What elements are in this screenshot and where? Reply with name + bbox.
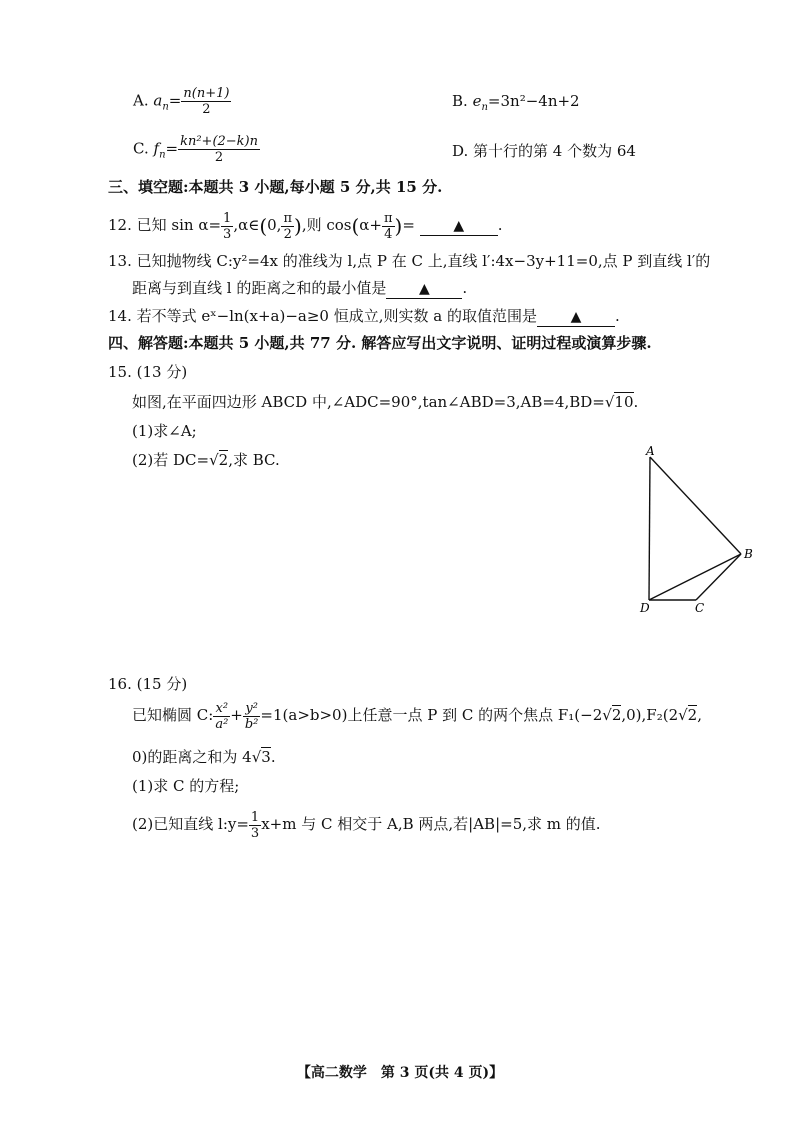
q15-stem-end: . [633,393,639,411]
q15-part2-radicand: 2 [218,451,229,469]
question-13-line2 [132,277,467,299]
q16-stem-text-2: =1(a>b>0)上任意一点 P 到 C 的两个焦点 F₁(−2 [260,706,603,724]
q13-end: . [462,279,468,297]
q16-part2-text-2: x+m 与 C 相交于 A,B 两点,若|AB|=5,求 m 的值. [261,815,601,833]
option-c-eq: = [165,139,179,158]
q12-frac-1-den: 3 [223,226,232,242]
option-c-sub: n [159,149,166,161]
option-b-rhs: =3n²−4n+2 [487,92,580,110]
q12-paren-open: ( [259,214,268,238]
q16-stem-line2: 0)的距离之和为 4√3. [132,748,276,766]
q16-radicand-1: 2 [611,706,622,724]
q16-part2-frac-num: 1 [250,809,260,825]
q16-plus: + [230,706,243,724]
label-b: B [744,547,753,561]
q12-text-4: ,则 cos [301,216,352,234]
page-footer: 【高二数学 第 3 页(共 4 页)】 [296,1065,504,1081]
question-13-line1: 13. 已知抛物线 C:y²=4x 的准线为 l,点 P 在 C 上,直线 l′:4x−3y+11=0,点 P 到直线 l′的 [108,252,711,270]
q12-paren2-open: ( [351,214,360,238]
quadrilateral-figure [630,440,770,620]
q15-stem-text: 如图,在平面四边形 ABCD 中,∠ADC=90°,tan∠ABD=3,AB=4,BD= [132,393,605,411]
q14-text: 14. 若不等式 eˣ−ln(x+a)−a≥0 恒成立,则实数 a 的取值范围是 [108,307,537,325]
q16-header: 16. (15 分) [108,675,188,693]
edge-ab [650,457,741,554]
option-d: D. 第十行的第 4 个数为 64 [452,142,636,160]
q16-part2 [132,807,601,841]
q16-frac-x-den: a² [215,716,229,732]
q16-line2-text: 0)的距离之和为 4 [132,748,252,766]
edge-bc [696,554,741,600]
q16-part2-text-1: (2)已知直线 l:y= [132,815,249,833]
edge-bd [649,554,741,600]
q16-frac-y [243,701,261,732]
q15-header: 15. (13 分) [108,363,188,381]
q16-stem-text-1: 已知椭圆 C: [132,706,214,724]
option-b-label: B. [452,92,468,110]
q16-stem-text-4: , [697,706,702,724]
q12-text-5: α+ [359,216,382,234]
option-a [133,86,231,119]
q15-part2-end: ,求 BC. [228,451,280,469]
q16-part2-frac-den: 3 [250,825,260,841]
option-a-label: A. [133,91,149,110]
q12-text-1: 已知 sin α= [136,216,222,234]
label-c: C [695,601,705,615]
q12-answer-blank: ▲ [420,217,498,236]
label-d: D [640,601,650,615]
q16-stem-line1: 已知椭圆 C: $\frac{\text{x²}}{\text{a²}}$ + $\frac{\text{y²}}{\text{b²}}$ =1(a>b>0)上任意一点 P 到 C 的两个焦点 F₁(−2√2,0),F₂(2√2, [132,700,702,732]
option-a-fraction [181,86,231,117]
option-a-sub: n [162,101,169,113]
q15-part2: (2)若 DC=√2,求 BC. [132,451,280,469]
q15-stem-radicand: 10 [614,393,634,411]
q13-line2-text: 距离与到直线 l 的距离之和的最小值是 [132,279,387,297]
q12-frac-3-den: 4 [384,226,393,242]
q15-part1: (1)求∠A; [132,422,197,440]
q12-frac-1-num: 1 [223,210,232,226]
q12-paren-close: ) [294,214,302,238]
q12-paren2-close: ) [394,214,403,238]
q14-end: . [614,307,620,325]
q12-text-3: 0, [267,216,282,234]
q16-frac-y-den: b² [244,716,259,732]
option-b-lhs: e [472,92,482,110]
q16-line2-radicand: 3 [261,748,271,766]
section3-heading: 三、填空题:本题共 3 小题,每小题 5 分,共 15 分. [108,178,443,196]
option-c-num: kn²+(2−k)n [180,134,259,149]
q16-part2-frac [249,810,261,841]
option-b [452,90,580,119]
q12-frac-2 [281,211,294,242]
q16-frac-y-num: y² [243,701,261,717]
question-14 [108,305,620,327]
option-a-den: 2 [202,102,211,117]
q15-part2-text: (2)若 DC= [132,451,210,469]
section4-heading: 四、解答题:本题共 5 小题,共 77 分. 解答应写出文字说明、证明过程或演算步骤. [108,334,652,352]
edge-ad [649,457,650,600]
label-a: A [646,444,655,458]
q12-text-6: = [402,216,415,234]
option-c-fraction [178,134,260,165]
question-12 [108,209,503,242]
q13-answer-blank: ▲ [386,280,462,299]
q16-frac-x [213,701,230,732]
option-c [133,134,260,167]
q12-text-2: ,α∈ [233,216,260,234]
q12-number: 12. [108,216,132,234]
option-a-num: n(n+1) [183,86,230,101]
q16-part1: (1)求 C 的方程; [132,777,240,795]
q12-frac-1 [221,211,233,242]
q12-end: . [497,216,503,234]
option-a-lhs: a [153,91,163,110]
q16-stem-text-3: ,0),F₂(2 [621,706,679,724]
q16-radicand-2: 2 [687,706,698,724]
option-c-label: C. [133,139,149,158]
q16-frac-x-num: x² [213,701,230,717]
q15-stem: 如图,在平面四边形 ABCD 中,∠ADC=90°,tan∠ABD=3,AB=4,BD=√10. [132,393,639,411]
q12-frac-2-den: 2 [283,226,292,242]
option-a-eq: = [168,91,182,110]
q12-frac-3-num: π [384,210,393,226]
option-c-lhs: f [153,139,160,158]
option-b-sub: n [481,102,488,113]
q14-answer-blank: ▲ [537,308,615,327]
q12-frac-2-num: π [283,210,292,226]
q12-frac-3 [382,211,395,242]
option-c-den: 2 [214,150,224,165]
q16-line2-end: . [270,748,276,766]
